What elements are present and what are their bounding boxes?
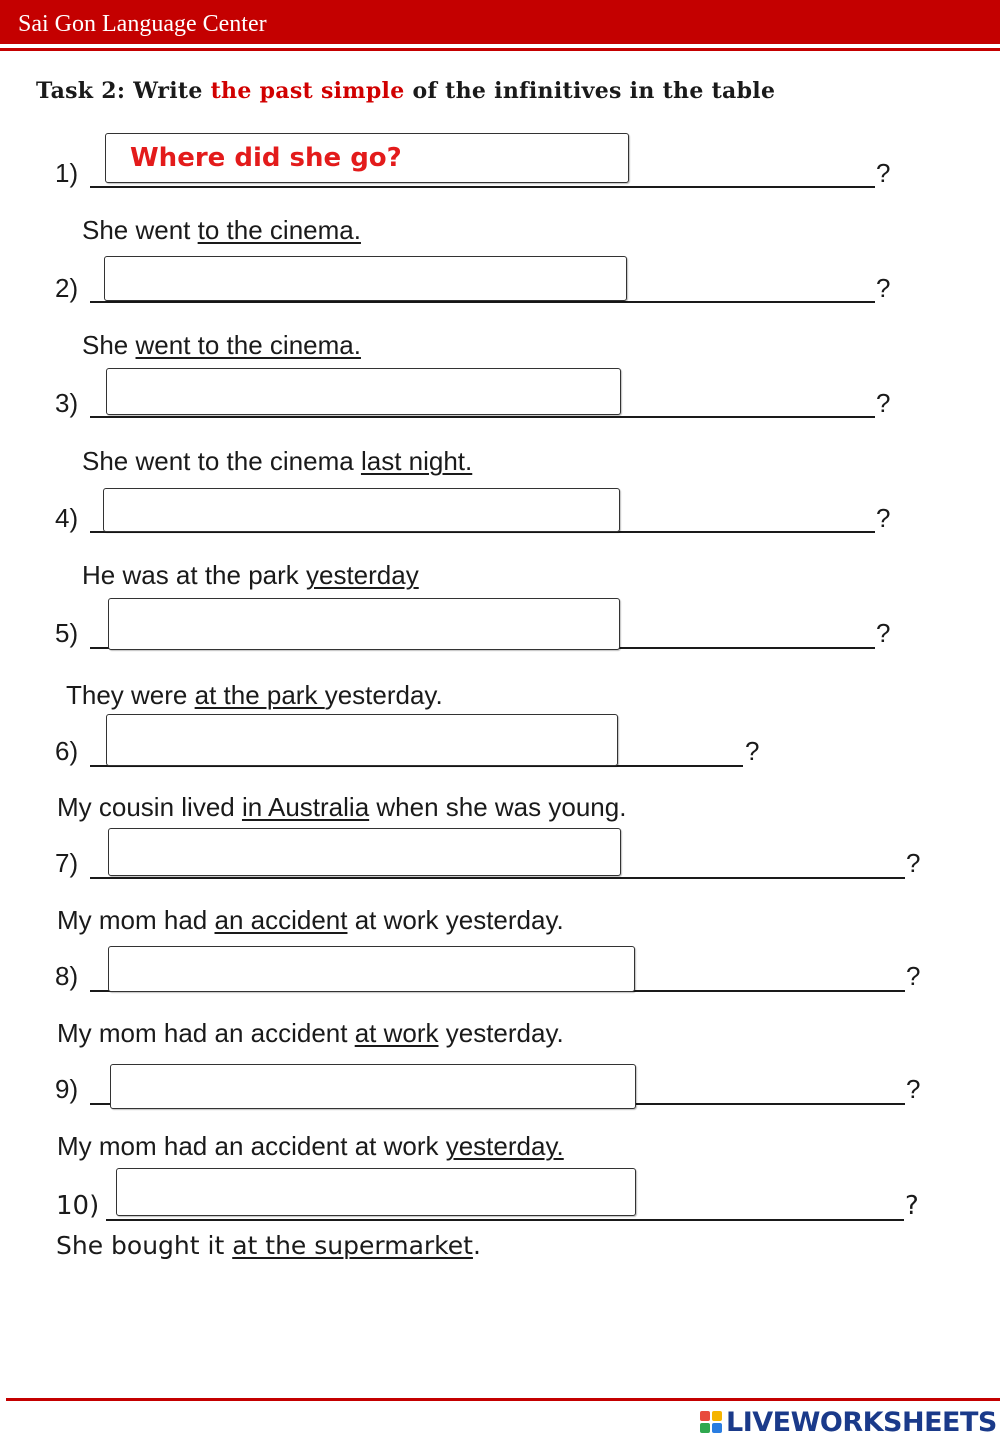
item-6-sentence <box>57 794 626 820</box>
item-2-sentence-before: She <box>82 330 136 360</box>
item-1-question-mark: ? <box>876 158 891 188</box>
liveworksheets-logo-icon <box>700 1411 722 1433</box>
item-2-answer-line <box>90 301 875 303</box>
item-8-sentence-before: My mom had an accident <box>57 1018 355 1048</box>
item-8-question-mark: ? <box>906 961 921 991</box>
item-6-number: 6) <box>55 736 79 766</box>
item-2-sentence-underlined: went to the cinema. <box>135 330 361 360</box>
item-7-sentence-underlined: an accident <box>214 905 348 935</box>
item-10-answer-input[interactable] <box>116 1168 636 1216</box>
item-9-sentence-before: My mom had an accident at work <box>57 1131 446 1161</box>
item-6-question-mark: ? <box>745 736 760 766</box>
item-2-sentence <box>82 332 361 358</box>
task-prefix: Task 2: Write <box>36 78 211 104</box>
item-8-number: 8) <box>55 961 79 991</box>
item-7-question-mark: ? <box>906 848 921 878</box>
item-1-sentence-before: She went <box>82 215 198 245</box>
item-10-answer-line <box>106 1219 904 1221</box>
item-2-answer-input[interactable] <box>104 256 627 301</box>
item-1-sentence <box>82 217 361 243</box>
item-7-sentence-before: My mom had <box>57 905 215 935</box>
item-7-sentence-after: at work yesterday. <box>347 905 564 935</box>
liveworksheets-logo <box>700 1407 997 1437</box>
task-suffix: of the infinitives in the table <box>404 78 776 104</box>
item-8-answer-input[interactable] <box>108 946 635 992</box>
item-9-sentence-underlined: yesterday. <box>445 1131 564 1161</box>
item-3-number: 3) <box>55 388 79 418</box>
item-3-answer-line <box>90 416 875 418</box>
footer-divider <box>6 1398 1000 1401</box>
item-10-number: 10) <box>56 1191 100 1221</box>
logo-text: LIVEWORKSHEETS <box>726 1406 997 1438</box>
item-10-sentence <box>56 1233 481 1258</box>
item-10-sentence-underlined: at the supermarket <box>232 1231 473 1260</box>
item-1-answer-line <box>90 186 875 188</box>
header-bar <box>0 0 1000 44</box>
item-10-sentence-after: . <box>472 1231 481 1260</box>
item-8-sentence <box>57 1020 564 1046</box>
item-9-answer-input[interactable] <box>110 1064 636 1109</box>
item-5-sentence-after: yesterday. <box>324 680 443 710</box>
item-6-sentence-underlined: in Australia <box>241 792 370 822</box>
item-6-sentence-after: when she was young. <box>369 792 627 822</box>
item-2-number: 2) <box>55 273 79 303</box>
item-1-number: 1) <box>55 158 79 188</box>
item-5-sentence-before: They were <box>66 680 195 710</box>
item-5-sentence-underlined: at the park <box>194 680 325 710</box>
item-2-question-mark: ? <box>876 273 891 303</box>
header-title: Sai Gon Language Center <box>18 11 267 37</box>
item-9-number: 9) <box>55 1074 79 1104</box>
item-5-sentence <box>66 682 443 708</box>
item-4-sentence-before: He was at the park <box>82 560 306 590</box>
item-5-number: 5) <box>55 618 79 648</box>
item-7-answer-line <box>90 877 905 879</box>
task-highlight: the past simple <box>210 78 405 104</box>
item-7-answer-input[interactable] <box>108 828 621 876</box>
item-3-question-mark: ? <box>876 388 891 418</box>
item-3-sentence-underlined: last night. <box>360 446 473 476</box>
item-5-answer-input[interactable] <box>108 598 620 650</box>
item-5-question-mark: ? <box>876 618 891 648</box>
item-3-sentence-before: She went to the cinema <box>82 446 361 476</box>
item-6-sentence-before: My cousin lived <box>57 792 242 822</box>
item-7-number: 7) <box>55 848 79 878</box>
header-divider <box>0 48 1000 51</box>
item-4-sentence <box>82 562 419 588</box>
task-instruction <box>36 78 775 104</box>
item-8-sentence-underlined: at work <box>354 1018 439 1048</box>
item-8-sentence-after: yesterday. <box>438 1018 564 1048</box>
item-3-answer-input[interactable] <box>106 368 621 415</box>
item-4-question-mark: ? <box>876 503 891 533</box>
item-4-number: 4) <box>55 503 79 533</box>
item-9-question-mark: ? <box>906 1074 921 1104</box>
item-10-sentence-before: She bought it <box>56 1231 233 1260</box>
item-1-sentence-underlined: to the cinema. <box>197 215 361 245</box>
item-1-answer-input[interactable] <box>105 133 629 183</box>
item-7-sentence <box>57 907 564 933</box>
item-4-sentence-underlined: yesterday <box>306 560 419 590</box>
item-6-answer-input[interactable] <box>106 714 618 766</box>
item-9-sentence <box>57 1133 564 1159</box>
item-4-answer-input[interactable] <box>103 488 620 532</box>
item-10-question-mark: ? <box>905 1191 919 1221</box>
item-3-sentence <box>82 448 472 474</box>
